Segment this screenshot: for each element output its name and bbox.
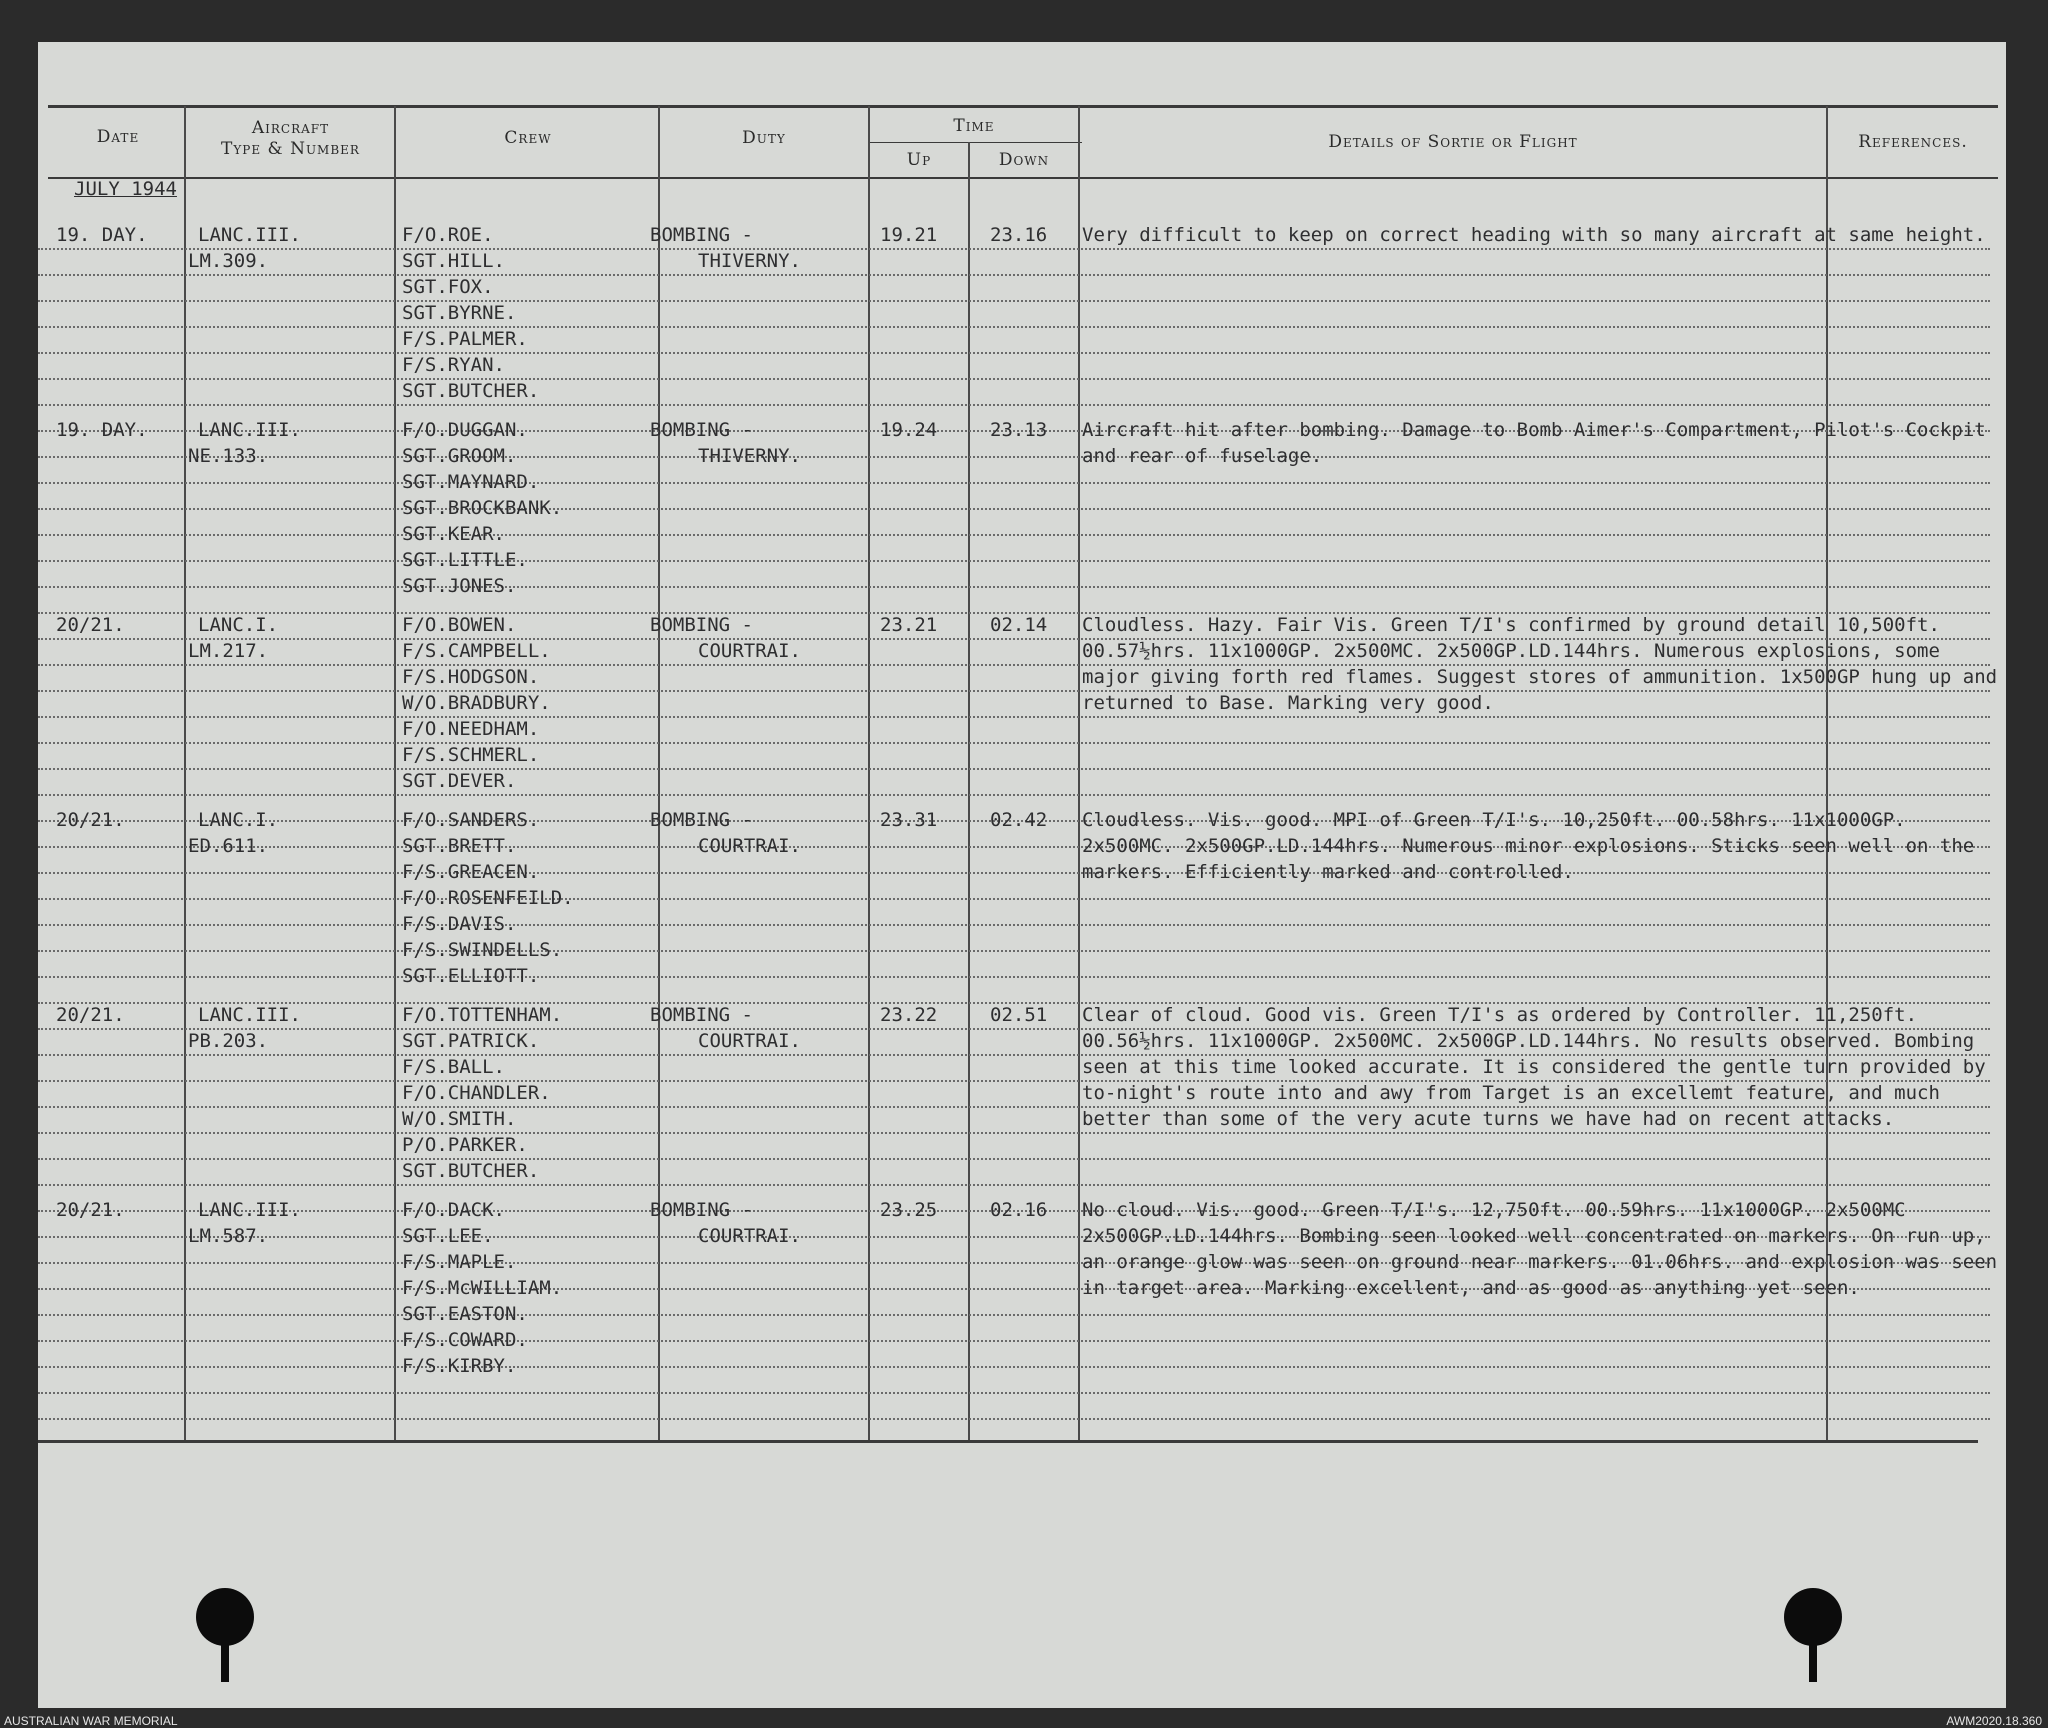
aircraft-type: LANC.I.	[198, 614, 279, 636]
header-down: Down	[998, 150, 1050, 170]
sortie-details: No cloud. Vis. good. Green T/I's. 12,750ft. 00.59hrs. 11x1000GP. 2x500MC 2x500GP.LD.144hrs. Bombing seen looked well concentrated on markers. On run up, an orange glow was seen on ground near markers. 01.06hrs. and explosion was seen in target area. Marking excellent, and as good as anything yet seen.	[1082, 1199, 1998, 1299]
crew-member: F/S.COWARD.	[402, 1329, 528, 1351]
sortie-details: Cloudless. Vis. good. MPI of Green T/I's. 10,250ft. 00.58hrs. 11x1000GP. 2x500MC. 2x500GP.LD.144hrs. Numerous minor explosions. Sticks seen well on the markers. Efficiently marked and controlled.	[1082, 809, 1975, 883]
ruling-line	[38, 716, 1990, 718]
col-divider-aircraft	[394, 106, 396, 1440]
crew-member: SGT.BRETT.	[402, 835, 517, 857]
crew-member: F/S.HODGSON.	[402, 666, 540, 688]
col-divider-down	[1078, 106, 1080, 1440]
ruling-line	[38, 300, 1990, 302]
target-label: COURTRAI.	[698, 1225, 801, 1247]
crew-member: F/O.DACK.	[402, 1199, 505, 1221]
time-down: 02.14	[990, 614, 1048, 636]
crew-member: F/S.MAPLE.	[402, 1251, 517, 1273]
crew-member: SGT.ELLIOTT.	[402, 965, 540, 987]
aircraft-type: LANC.III.	[198, 419, 301, 441]
ruling-line	[38, 794, 1990, 796]
crew-member: W/O.SMITH.	[402, 1108, 517, 1130]
time-down: 02.42	[990, 809, 1048, 831]
ruling-line	[38, 508, 1990, 510]
crew-member: P/O.PARKER.	[402, 1134, 528, 1156]
crew-member: F/S.BALL.	[402, 1056, 505, 1078]
footer-right: AWM2020.18.360	[1946, 1714, 2042, 1728]
aircraft-number: LM.217.	[188, 640, 269, 662]
crew-member: SGT.FOX.	[402, 276, 494, 298]
header-details: Details of Sortie or Flight	[1328, 132, 1578, 152]
aircraft-number: NE.133.	[188, 445, 269, 467]
crew-member: F/S.RYAN.	[402, 354, 505, 376]
crew-member: SGT.BUTCHER.	[402, 1160, 540, 1182]
ruling-line	[38, 560, 1990, 562]
time-divider	[870, 142, 1082, 143]
sortie-details: Aircraft hit after bombing. Damage to Bomb Aimer's Compartment, Pilot's Cockpit and rear of fuselage.	[1082, 419, 1986, 467]
target-label: THIVERNY.	[698, 445, 801, 467]
ruling-line	[38, 1340, 1990, 1342]
ruling-line	[38, 1366, 1990, 1368]
crew-member: F/O.DUGGAN.	[402, 419, 528, 441]
ruling-line	[38, 898, 1990, 900]
sortie-details: Very difficult to keep on correct heading with so many aircraft at same height.	[1082, 224, 1986, 246]
time-up: 19.24	[880, 419, 938, 441]
crew-member: W/O.BRADBURY.	[402, 692, 551, 714]
sortie-date: 20/21.	[56, 614, 125, 636]
sortie-date: 19. DAY.	[56, 419, 148, 441]
ruling-line	[38, 326, 1990, 328]
aircraft-type: LANC.III.	[198, 224, 301, 246]
crew-member: F/O.NEEDHAM.	[402, 718, 540, 740]
crew-list	[402, 1197, 562, 1379]
ruling-line	[38, 1418, 1990, 1420]
header-aircraft-line1: Aircraft	[251, 118, 330, 138]
crew-member: F/S.PALMER.	[402, 328, 528, 350]
binder-slot-right	[1809, 1642, 1817, 1682]
time-down: 02.51	[990, 1004, 1048, 1026]
header-aircraft-line2: Type & Number	[221, 139, 360, 159]
ruling-line	[38, 274, 1990, 276]
crew-list	[402, 807, 574, 989]
sortie-details: Cloudless. Hazy. Fair Vis. Green T/I's confirmed by ground detail 10,500ft. 00.57½hrs. 11x1000GP. 2x500MC. 2x500GP.LD.144hrs. Numerous explosions, some major giving forth red flames. Suggest stores of ammunition. 1x500GP hung up and returned to Base. Marking very good.	[1082, 614, 1998, 714]
crew-member: SGT.JONES.	[402, 575, 517, 597]
duty-label: BOMBING -	[650, 224, 753, 246]
header-references: References.	[1858, 132, 1968, 152]
crew-member: F/S.GREACEN.	[402, 861, 540, 883]
aircraft-number: ED.611.	[188, 835, 269, 857]
ruling-line	[38, 1158, 1990, 1160]
ruling-line	[38, 768, 1990, 770]
col-divider-crew	[658, 106, 660, 1440]
binder-slot-left	[221, 1642, 229, 1682]
crew-member: F/S.SCHMERL.	[402, 744, 540, 766]
ruling-line	[38, 352, 1990, 354]
footer-left: AUSTRALIAN WAR MEMORIAL	[4, 1714, 178, 1728]
crew-member: SGT.LITTLE.	[402, 549, 528, 571]
ruling-line	[38, 248, 1990, 250]
header-duty: Duty	[742, 128, 786, 148]
aircraft-number: LM.309.	[188, 250, 269, 272]
duty-label: BOMBING -	[650, 614, 753, 636]
time-down: 02.16	[990, 1199, 1048, 1221]
crew-member: F/O.BOWEN.	[402, 614, 517, 636]
operations-record-page	[38, 42, 2006, 1708]
crew-member: SGT.HILL.	[402, 250, 505, 272]
crew-member: F/S.DAVIS.	[402, 913, 517, 935]
crew-list	[402, 612, 551, 794]
binder-hole-right	[1784, 1588, 1842, 1646]
header-up: Up	[906, 150, 932, 170]
crew-member: F/O.ROE.	[402, 224, 494, 246]
header-time: Time	[953, 116, 995, 136]
crew-member: SGT.BYRNE.	[402, 302, 517, 324]
ruling-line	[38, 742, 1990, 744]
binder-hole-left	[196, 1588, 254, 1646]
header-crew: Crew	[504, 128, 552, 148]
sortie-date: 20/21.	[56, 809, 125, 831]
crew-member: SGT.KEAR.	[402, 523, 505, 545]
crew-member: F/O.CHANDLER.	[402, 1082, 551, 1104]
ruling-line	[38, 404, 1990, 406]
col-divider-duty	[868, 106, 870, 1440]
crew-member: SGT.PATRICK.	[402, 1030, 540, 1052]
ruling-line	[38, 950, 1990, 952]
crew-member: F/S.KIRBY.	[402, 1355, 517, 1377]
aircraft-number: LM.587.	[188, 1225, 269, 1247]
crew-member: F/S.CAMPBELL.	[402, 640, 551, 662]
aircraft-type: LANC.III.	[198, 1004, 301, 1026]
crew-member: F/O.TOTTENHAM.	[402, 1004, 563, 1026]
crew-list	[402, 222, 539, 404]
crew-member: SGT.EASTON.	[402, 1303, 528, 1325]
crew-member: SGT.MAYNARD.	[402, 471, 540, 493]
ruling-line	[38, 378, 1990, 380]
duty-label: BOMBING -	[650, 1199, 753, 1221]
ruling-line	[38, 586, 1990, 588]
crew-member: SGT.BUTCHER.	[402, 380, 540, 402]
crew-member: SGT.BROCKBANK.	[402, 497, 563, 519]
crew-member: F/S.McWILLIAM.	[402, 1277, 563, 1299]
duty-label: BOMBING -	[650, 809, 753, 831]
time-down: 23.13	[990, 419, 1048, 441]
time-up: 19.21	[880, 224, 938, 246]
header-bottom-border	[48, 177, 1998, 179]
time-up: 23.25	[880, 1199, 938, 1221]
table-bottom-border	[38, 1440, 1978, 1443]
crew-member: SGT.DEVER.	[402, 770, 517, 792]
aircraft-number: PB.203.	[188, 1030, 269, 1052]
duty-label: BOMBING -	[650, 1004, 753, 1026]
header-date: Date	[96, 127, 140, 147]
duty-label: BOMBING -	[650, 419, 753, 441]
sortie-date: 20/21.	[56, 1199, 125, 1221]
time-up: 23.22	[880, 1004, 938, 1026]
time-down: 23.16	[990, 224, 1048, 246]
sortie-date: 20/21.	[56, 1004, 125, 1026]
crew-member: F/S.SWINDELLS.	[402, 939, 563, 961]
aircraft-type: LANC.III.	[198, 1199, 301, 1221]
crew-list	[402, 1002, 562, 1184]
target-label: COURTRAI.	[698, 1030, 801, 1052]
crew-member: F/O.ROSENFEILD.	[402, 887, 574, 909]
month-label: JULY 1944	[74, 178, 177, 200]
target-label: COURTRAI.	[698, 640, 801, 662]
ruling-line	[38, 924, 1990, 926]
crew-member: SGT.GROOM.	[402, 445, 517, 467]
ruling-line	[38, 976, 1990, 978]
ruling-line	[38, 1314, 1990, 1316]
target-label: THIVERNY.	[698, 250, 801, 272]
ruling-line	[38, 1392, 1990, 1394]
aircraft-type: LANC.I.	[198, 809, 279, 831]
ruling-line	[38, 534, 1990, 536]
sortie-date: 19. DAY.	[56, 224, 148, 246]
sortie-details: Clear of cloud. Good vis. Green T/I's as ordered by Controller. 11,250ft. 00.56½hrs. 11x1000GP. 2x500MC. 2x500GP.LD.144hrs. No results observed. Bombing seen at this time looked accurate. It is considered the gentle turn provided by to-night's route into and awy from Target is an excellemt feature, and much better than some of the very acute turns we have had on recent attacks.	[1082, 1004, 1986, 1130]
time-up: 23.21	[880, 614, 938, 636]
ruling-line	[38, 1132, 1990, 1134]
col-divider-date	[184, 106, 186, 1440]
col-divider-up	[968, 142, 970, 1440]
crew-list	[402, 417, 562, 599]
ruling-line	[38, 1184, 1990, 1186]
crew-member: F/O.SANDERS.	[402, 809, 540, 831]
target-label: COURTRAI.	[698, 835, 801, 857]
time-up: 23.31	[880, 809, 938, 831]
crew-member: SGT.LEE.	[402, 1225, 494, 1247]
ruling-line	[38, 482, 1990, 484]
table-top-border	[48, 105, 1998, 108]
